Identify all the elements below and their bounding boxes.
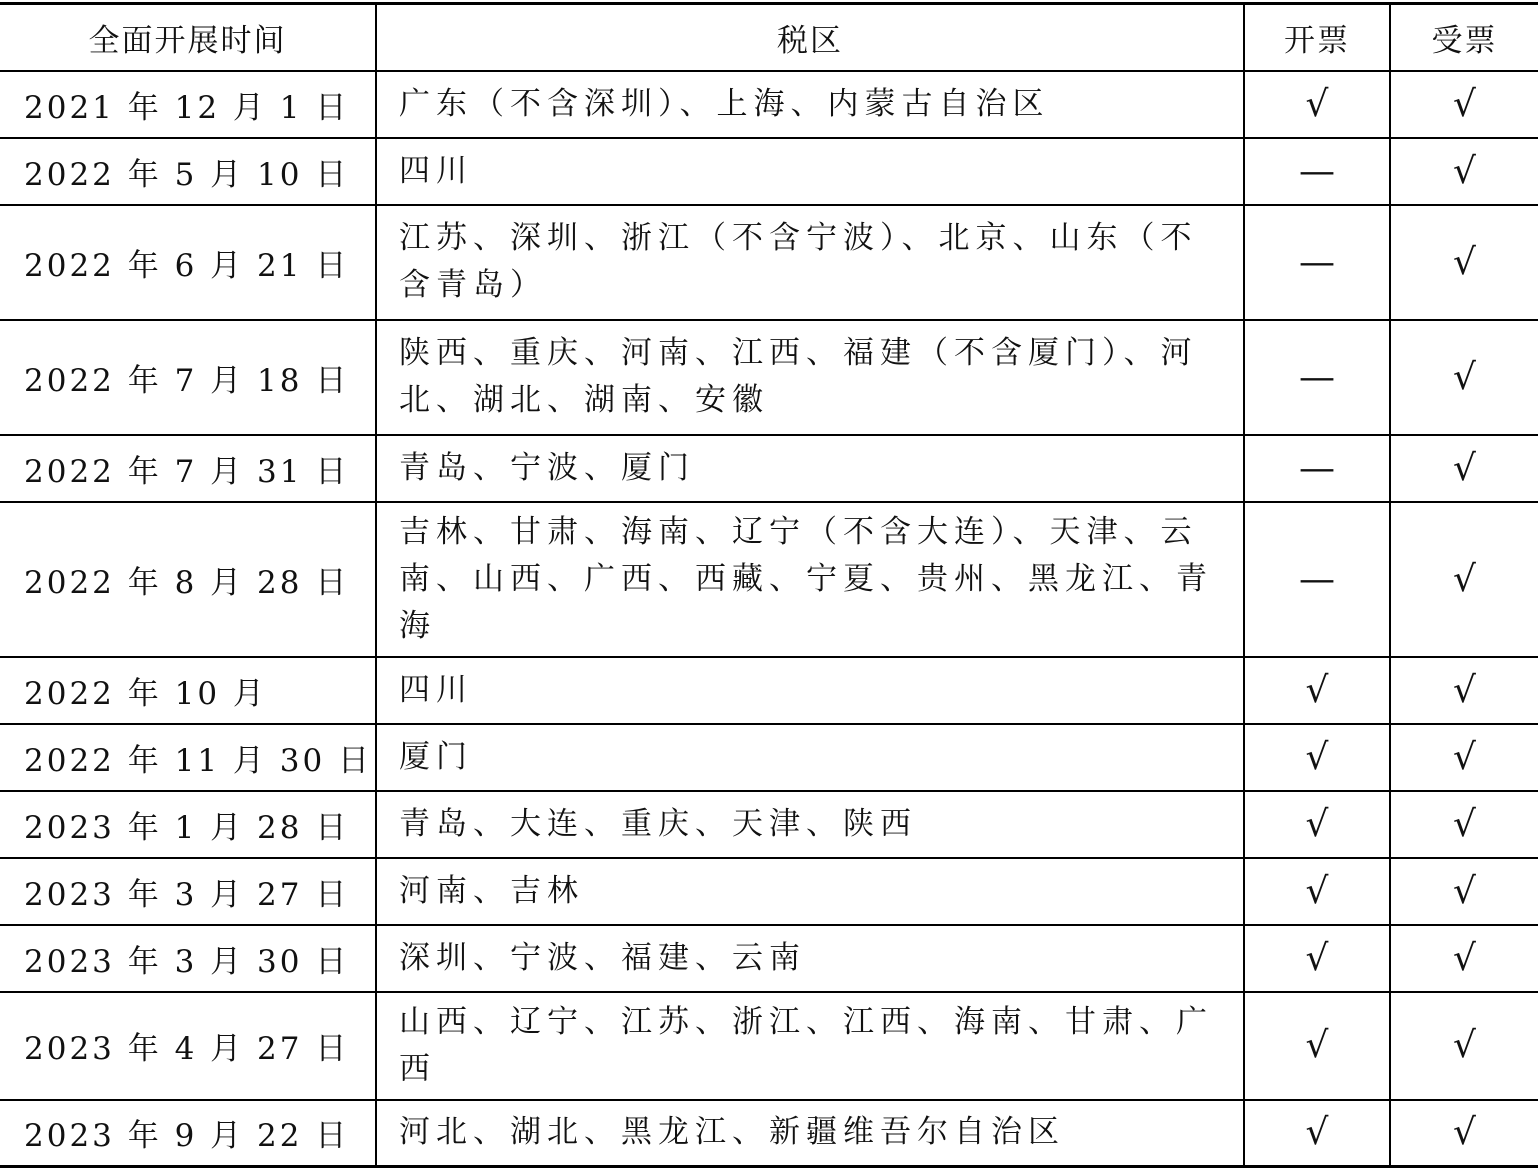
table-row xyxy=(0,205,1538,320)
cell-issue xyxy=(1244,925,1390,992)
cell-issue xyxy=(1244,858,1390,925)
cell-receive xyxy=(1390,791,1538,858)
cell-receive xyxy=(1390,858,1538,925)
cell-receive xyxy=(1390,320,1538,435)
cell-date: 2023 年 1 月 28 日 xyxy=(24,809,350,846)
cell-date: 2022 年 7 月 31 日 xyxy=(24,453,350,490)
receive-mark: √ xyxy=(1453,150,1476,192)
cell-issue xyxy=(1244,791,1390,858)
receive-mark: √ xyxy=(1453,558,1476,600)
receive-mark: √ xyxy=(1453,736,1476,778)
issue-mark: √ xyxy=(1305,803,1329,845)
cell-date: 2022 年 5 月 10 日 xyxy=(24,156,350,193)
cell-issue xyxy=(1244,992,1390,1100)
cell-receive xyxy=(1390,992,1538,1100)
header-issue: 开票 xyxy=(1244,4,1390,71)
table-row xyxy=(0,858,1538,925)
table-row xyxy=(0,138,1538,205)
table-row xyxy=(0,925,1538,992)
issue-mark: — xyxy=(1299,447,1335,489)
cell-issue xyxy=(1244,138,1390,205)
header-date: 全面开展时间 xyxy=(88,22,287,59)
cell-region: 四川 xyxy=(376,138,1244,205)
cell-date: 2022 年 8 月 28 日 xyxy=(24,564,350,601)
cell-region: 江苏、深圳、浙江（不含宁波）、北京、山东（不含青岛） xyxy=(376,205,1244,320)
cell-receive xyxy=(1390,724,1538,791)
cell-region: 山西、辽宁、江苏、浙江、江西、海南、甘肃、广西 xyxy=(376,992,1244,1100)
cell-region: 青岛、宁波、厦门 xyxy=(376,435,1244,502)
cell-date: 2022 年 6 月 21 日 xyxy=(24,247,350,284)
cell-issue xyxy=(1244,435,1390,502)
cell-receive xyxy=(1390,71,1538,138)
table-row xyxy=(0,502,1538,657)
header-receive: 受票 xyxy=(1390,4,1538,71)
issue-mark: — xyxy=(1299,150,1335,192)
cell-receive xyxy=(1390,1100,1538,1167)
table-row xyxy=(0,1100,1538,1167)
table-row xyxy=(0,992,1538,1100)
cell-receive xyxy=(1390,925,1538,992)
cell-region: 河南、吉林 xyxy=(376,858,1244,925)
cell-date: 2023 年 9 月 22 日 xyxy=(24,1118,350,1155)
cell-date: 2022 年 10 月 xyxy=(24,675,267,712)
cell-region: 厦门 xyxy=(376,724,1244,791)
cell-date: 2022 年 11 月 30 日 xyxy=(24,742,373,779)
table-row xyxy=(0,724,1538,791)
issue-mark: — xyxy=(1299,356,1335,398)
cell-region: 吉林、甘肃、海南、辽宁（不含大连）、天津、云南、山西、广西、西藏、宁夏、贵州、黑龙江、青海 xyxy=(376,502,1244,657)
cell-receive xyxy=(1390,138,1538,205)
table-row xyxy=(0,657,1538,724)
receive-mark: √ xyxy=(1453,241,1476,283)
receive-mark: √ xyxy=(1453,83,1476,125)
header-row xyxy=(0,4,1538,71)
cell-date: 2023 年 4 月 27 日 xyxy=(24,1031,350,1067)
cell-issue xyxy=(1244,71,1390,138)
table-row xyxy=(0,435,1538,502)
receive-mark: √ xyxy=(1453,669,1476,711)
receive-mark: √ xyxy=(1453,870,1476,912)
table-row xyxy=(0,320,1538,435)
issue-mark: √ xyxy=(1305,1112,1329,1154)
issue-mark: — xyxy=(1299,558,1335,600)
issue-mark: √ xyxy=(1305,83,1329,125)
cell-region: 河北、湖北、黑龙江、新疆维吾尔自治区 xyxy=(376,1100,1244,1167)
rollout-table xyxy=(0,2,1538,1168)
issue-mark: √ xyxy=(1305,736,1329,778)
table-header xyxy=(0,4,1538,71)
issue-mark: √ xyxy=(1305,870,1329,912)
cell-issue xyxy=(1244,724,1390,791)
cell-date: 2023 年 3 月 30 日 xyxy=(24,943,350,980)
cell-issue xyxy=(1244,205,1390,320)
header-region: 税区 xyxy=(376,4,1244,71)
cell-region: 四川 xyxy=(376,657,1244,724)
receive-mark: √ xyxy=(1453,1025,1476,1066)
cell-region: 陕西、重庆、河南、江西、福建（不含厦门）、河北、湖北、湖南、安徽 xyxy=(376,320,1244,435)
receive-mark: √ xyxy=(1453,447,1476,489)
receive-mark: √ xyxy=(1453,803,1476,845)
cell-region: 青岛、大连、重庆、天津、陕西 xyxy=(376,791,1244,858)
cell-receive xyxy=(1390,205,1538,320)
issue-mark: — xyxy=(1299,241,1335,283)
cell-issue xyxy=(1244,1100,1390,1167)
receive-mark: √ xyxy=(1453,1112,1476,1154)
cell-date: 2021 年 12 月 1 日 xyxy=(24,89,350,126)
receive-mark: √ xyxy=(1453,356,1476,398)
table-row xyxy=(0,71,1538,138)
table-row xyxy=(0,791,1538,858)
issue-mark: √ xyxy=(1305,1025,1329,1066)
cell-issue xyxy=(1244,657,1390,724)
cell-issue xyxy=(1244,502,1390,657)
cell-issue xyxy=(1244,320,1390,435)
cell-receive xyxy=(1390,435,1538,502)
rollout-table-wrapper xyxy=(0,2,1538,1168)
cell-date: 2022 年 7 月 18 日 xyxy=(24,362,350,399)
cell-region: 深圳、宁波、福建、云南 xyxy=(376,925,1244,992)
cell-receive xyxy=(1390,657,1538,724)
issue-mark: √ xyxy=(1305,669,1329,711)
cell-date: 2023 年 3 月 27 日 xyxy=(24,876,350,913)
cell-region: 广东（不含深圳）、上海、内蒙古自治区 xyxy=(376,71,1244,138)
cell-receive xyxy=(1390,502,1538,657)
table-body xyxy=(0,71,1538,1167)
receive-mark: √ xyxy=(1453,937,1476,979)
issue-mark: √ xyxy=(1305,937,1329,979)
